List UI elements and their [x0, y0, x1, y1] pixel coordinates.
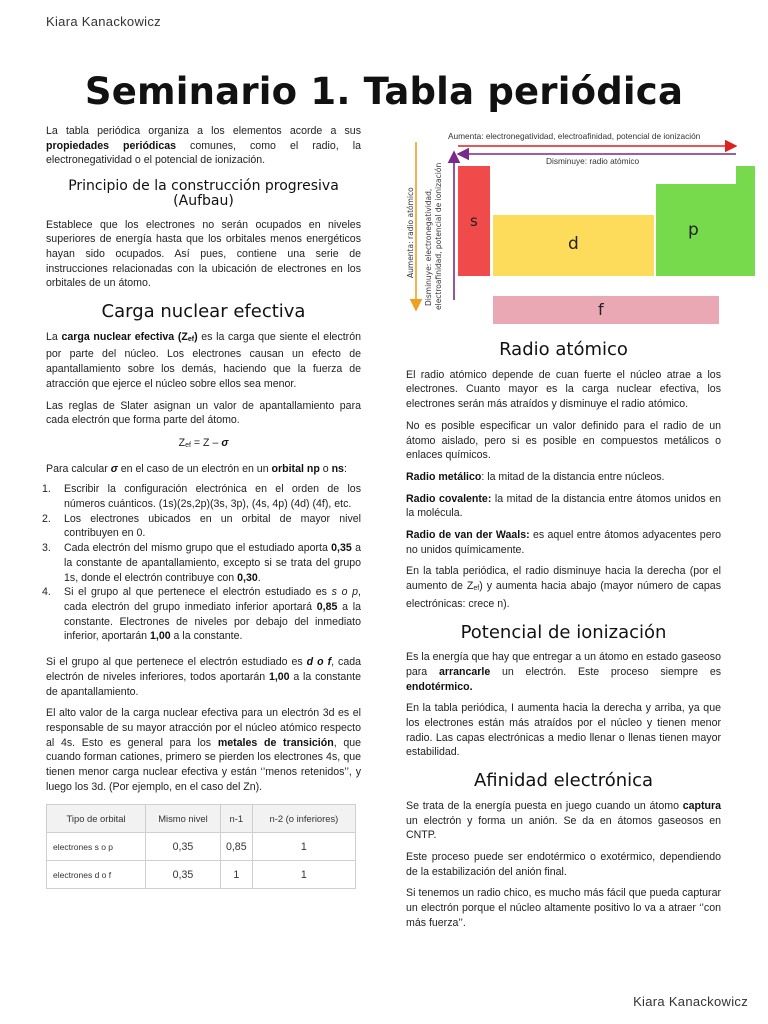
block-s-label: s: [470, 212, 478, 230]
electroneg-label-line1: Disminuye: electronegatividad,: [424, 188, 433, 306]
table-cell: 0,85: [220, 833, 252, 861]
footer-author: Kiara Kanackowicz: [633, 994, 748, 1009]
table-cell: 0,35: [146, 833, 221, 861]
carga-heading: Carga nuclear efectiva: [101, 301, 306, 323]
table-cell: electrones s o p: [47, 833, 146, 861]
table-cell: 1: [252, 833, 355, 861]
radio-covalente: Radio covalente: la mitad de la distancia entre átomos unidos en la molécula.: [406, 492, 721, 520]
list-item: 2. Los electrones ubicados en un orbital de mayor nivel contribuyen en 0.: [42, 512, 361, 540]
block-f: [493, 296, 719, 324]
list-item: 4. Si el grupo al que pertenece el electrón estudiado es s o p, cada electrón del grupo inmediato inferior aportará 0,85 a la constante. Electrones de niveles por debajo del inmediato inferior, aportarán 1,00 a la constante.: [42, 586, 361, 643]
block-p: [656, 166, 755, 276]
afinidad-paragraph-3: Si tenemos un radio chico, es mucho más fácil que pueda capturar un electrón porque el núcleo altamente positivo lo va a atraer ‘’con más fuerza’’.: [406, 887, 721, 929]
table-header-cell: n-2 (o inferiores): [252, 805, 355, 833]
periodic-trends-diagram: [400, 128, 762, 328]
increase-arrow-label: Aumenta: electronegatividad, electroafinidad, potencial de ionización: [448, 131, 701, 141]
radio-paragraph-1: El radio atómico depende de cuan fuerte el núcleo atrae a los electrones. Cuanto mayor es la carga nuclear efectiva, los electrones serán más atraídos y disminuye el radio atómico.: [406, 368, 721, 411]
table-header-cell: Mismo nivel: [146, 805, 221, 833]
carga-paragraph-3: Para calcular σ en el caso de un electrón en un orbital np o ns:: [46, 462, 347, 475]
block-f-label: f: [598, 300, 604, 319]
block-p-label: p: [688, 220, 699, 240]
left-column: [42, 124, 362, 889]
table-header-cell: Tipo de orbital: [47, 805, 146, 833]
electroneg-label-line2: electroafinidad, potencial de ionización: [434, 162, 443, 310]
ionizacion-heading: Potencial de ionización: [460, 621, 667, 643]
radio-paragraph-2: No es posible especificar un valor definido para el radio de un átomo aislado, pero si es posible en compuestos metálicos o enlaces químicos.: [406, 419, 721, 462]
slater-formula: $Z_{ef} = Z - \sigma$: [178, 436, 229, 449]
right-column: [406, 339, 722, 931]
afinidad-paragraph-1: Se trata de la energía puesta en juego cuando un átomo captura un electrón y forma un anión. Se da en átomos gaseosos en CNTP.: [406, 799, 721, 842]
afinidad-paragraph-2: Este proceso puede ser endotérmico o exotérmico, dependiendo de la estabilización del anión final.: [406, 850, 721, 878]
radius-arrow-label: Aumenta: radio atómico: [406, 187, 415, 278]
afinidad-heading: Afinidad electrónica: [473, 770, 654, 792]
intro-paragraph: La tabla periódica organiza a los elementos acorde a sus propiedades periódicas comunes, como el radio, la electronegatividad o el potencial de ionización.: [46, 125, 361, 167]
table-header-row: [47, 805, 356, 833]
decrease-arrow-label: Disminuye: radio atómico: [546, 156, 640, 166]
ionizacion-paragraph-2: En la tabla periódica, I aumenta hacia la derecha y arriba, ya que los electrones están más atraídos por el núcleo y tienen menor radio. Las capas electrónicas a medio llenar o llenas tienen mayor estabilidad.: [406, 702, 721, 759]
table-cell: electrones d o f: [47, 861, 146, 889]
carga-paragraph-1: La carga nuclear efectiva $(Z_{ef})$ es la carga que siente el electrón por parte del núcleo. Los electrones causan un efecto de apantallamiento sobre los demás, haciendo que la fuerza de atracción que ejerce el núcleo sobre ellos sea menor.: [46, 330, 361, 390]
header-author: Kiara Kanackowicz: [46, 14, 161, 29]
radio-heading: Radio atómico: [499, 339, 628, 360]
page-title: Seminario 1. Tabla periódica: [84, 70, 684, 113]
block-d-label: d: [568, 234, 579, 254]
aufbau-paragraph: Establece que los electrones no serán ocupados en niveles superiores de energía hasta que los orbitales menos energéticos hayan sido ocupados. Así pues, contiene una serie de instrucciones relacionadas con la ubicación de electrones en los orbitales de un átomo.: [46, 218, 361, 290]
carga-paragraph-4: Si el grupo al que pertenece el electrón estudiado es d o f, cada electrón de niveles inferiores, todos aportarán 1,00 a la constante de apantallamiento.: [46, 656, 362, 698]
table-cell: 1: [220, 861, 252, 889]
radio-paragraph-3: En la tabla periódica, el radio disminuye hacia la derecha (por el aumento de $Z_{ef}$) y aumenta hacia abajo (mayor número de capas electrónicas: crece n).: [406, 565, 721, 610]
table-header-cell: n-1: [220, 805, 252, 833]
radio-van-der-waals: Radio de van der Waals: es aquel entre átomos adyacentes pero no unidos químicamente.: [406, 529, 722, 556]
ionizacion-paragraph-1: Es la energía que hay que entregar a un átomo en estado gaseoso para arrancarle un electrón. Este proceso siempre es endotérmico.: [406, 651, 722, 693]
aufbau-heading: Principio de la construcción progresiva (Aufbau): [68, 178, 339, 209]
table-row: [47, 861, 356, 889]
table-cell: 1: [252, 861, 355, 889]
carga-paragraph-2: Las reglas de Slater asignan un valor de apantallamiento para cada electrón que forma parte del átomo.: [46, 399, 361, 427]
carga-paragraph-5: El alto valor de la carga nuclear efectiva para un electrón 3d es el responsable de su mayor atracción por el núcleo atómico respecto al 4s. Esto es general para los metales de transición, que cuando forman cationes, primero se pierden los electrones 4s, que tienen menor carga nuclear efectiva y están ‘’menos retenidos’’, y luego los 3d. (Por ejemplo, en el caso del Zn).: [46, 707, 362, 793]
table-row: [47, 833, 356, 861]
list-item: 3. Cada electrón del mismo grupo que el estudiado aporta 0,35 a la constante de apantallamiento, excepto si se trata del grupo 1s, donde el electrón contribuye con 0,30.: [42, 542, 361, 584]
radio-metalico: Radio metálico: la mitad de la distancia entre núcleos.: [406, 470, 665, 483]
table-cell: 0,35: [146, 861, 221, 889]
slater-rules-list: [42, 482, 361, 644]
shielding-table: [46, 804, 356, 889]
list-item: 1. Escribir la configuración electrónica en el orden de los números cuánticos. (1s)(2s,2p)(3s, 3p), (4s, 4p) (4d) (4f), etc.: [42, 483, 361, 511]
